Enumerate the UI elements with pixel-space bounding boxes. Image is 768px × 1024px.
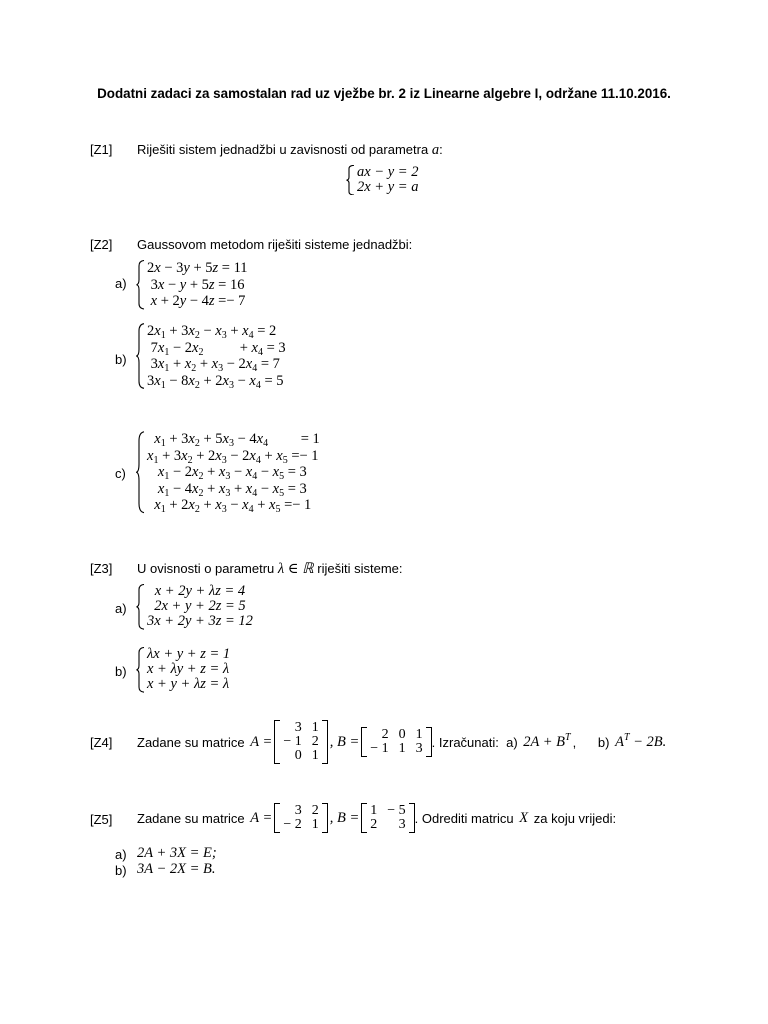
- system-z3b: [136, 647, 230, 693]
- system-z2b-row: $3x_1 - 8x_2 + 2x_3 - x_4 = 5$: [147, 372, 284, 391]
- task-z4-b-end: − 2B.: [633, 733, 667, 750]
- system-z3a: [136, 584, 253, 630]
- system-z2a-row: 2x − 3y + 5z = 11: [147, 260, 248, 276]
- task-z5-instruction: Zadane su matrice: [137, 810, 245, 826]
- matrix-cell: 2: [311, 734, 319, 749]
- task-tag-z2: [Z2]: [90, 237, 113, 252]
- subtask-label-z3b: b): [115, 664, 127, 679]
- brace-icon: [136, 584, 145, 630]
- system-z2b-row: $3x_1 + x_2 + x_3 - 2x_4 = 7$: [147, 356, 280, 374]
- matrix-cell: 3: [294, 720, 302, 735]
- subtask-expr-z5a: 2A + 3X = E;: [137, 845, 217, 861]
- matrix-cell: 2: [381, 727, 389, 742]
- system-z2b-row: $2x_1 + 3x_2 - x_3 + x_4 = 2$: [147, 323, 277, 341]
- system-z1-row: ax − y = 2: [357, 164, 419, 180]
- task-text-z1: [137, 142, 443, 159]
- task-z4-b-sup: T: [623, 731, 630, 743]
- task-z5-tail: . Odrediti matricu: [414, 810, 514, 826]
- matrix-cell: 2: [370, 817, 378, 832]
- task-z5-b-eq: , B =: [329, 809, 360, 826]
- matrix-cell: 1: [415, 727, 423, 742]
- subtask-label-z5b: b): [115, 863, 127, 878]
- matrix-cell: 3: [415, 741, 423, 756]
- task-z5-tail-end: za koju vrijedi:: [533, 810, 617, 826]
- system-z3b-row: x + λy + z = λ: [147, 661, 230, 678]
- system-z2a: [136, 260, 248, 310]
- matrix-cell: 1: [370, 803, 378, 818]
- task-tag-z3: [Z3]: [90, 561, 113, 576]
- matrix-z5-b: [361, 803, 414, 833]
- task-z5-a-eq: A =: [250, 809, 273, 826]
- task-z1-instruction: Riješiti sistem jednadžbi u zavisnosti od parametra: [137, 142, 429, 157]
- system-z2c-row: $x_1 - 2x_2 + x_3 - x_4 - x_5 = 3$: [157, 464, 307, 482]
- subtask-label-z2a: a): [115, 276, 127, 291]
- task-tag-z1: [Z1]: [90, 142, 113, 157]
- brace-icon: [136, 431, 145, 514]
- matrix-cell: 1: [398, 741, 406, 756]
- subtask-label-z4a: a): [506, 734, 518, 750]
- matrix-z4-b: [361, 727, 431, 757]
- matrix-z5-a: [274, 803, 327, 833]
- task-z1-param: a: [431, 142, 440, 158]
- matrix-cell: 1: [311, 748, 319, 763]
- system-z2c-row: $x_1 - 4x_2 + x_3 + x_4 - x_5 = 3$: [157, 480, 307, 499]
- system-z3a-row: 2x + y + 2z = 5: [154, 598, 246, 615]
- task-z4-a-expr: [523, 731, 571, 751]
- matrix-cell: − 1: [283, 734, 302, 749]
- brace-icon: [136, 647, 145, 693]
- brace-icon: [136, 323, 145, 389]
- task-z4-b-expr-base: A: [615, 733, 624, 750]
- system-z2c-row: $x_1 + 3x_2 + 5x_3 - 4x_4$ = 1: [154, 431, 320, 449]
- brace-icon: [136, 260, 145, 310]
- task-text-z2: Gaussovom metodom riješiti sisteme jednadžbi:: [137, 237, 413, 252]
- task-text-z3: [137, 561, 403, 578]
- task-text-z4: [137, 718, 668, 766]
- task-z4-a-eq: A =: [250, 733, 273, 750]
- task-z5-x: X: [519, 809, 529, 826]
- system-z2b-row: $7x_1 - 2x_2$ + $x_4 = 3$: [147, 339, 286, 358]
- matrix-cell: 3: [294, 803, 302, 818]
- task-z1-colon: :: [439, 142, 443, 157]
- task-z4-instruction: Zadane su matrice: [137, 734, 245, 750]
- page-title: Dodatni zadaci za samostalan rad uz vježbe br. 2 iz Linearne algebre I, održane 11.10.2016.: [97, 86, 671, 101]
- system-z2b: [136, 323, 286, 389]
- matrix-cell: 2: [311, 803, 319, 818]
- system-z2c-row: $x_1 + 3x_2 + 2x_3 - 2x_4 + x_5 =- 1$: [147, 447, 319, 466]
- task-tag-z5: [Z5]: [90, 812, 113, 827]
- task-z4-b-eq: , B =: [329, 733, 360, 750]
- bracket-right-icon: [322, 720, 328, 764]
- system-z1: [346, 165, 418, 195]
- task-z3-instruction-tail: riješiti sisteme:: [317, 561, 403, 576]
- subtask-label-z2c: c): [115, 466, 126, 481]
- bracket-right-icon: [322, 803, 328, 833]
- system-z2c-row: $x_1 + 2x_2 + x_3 - x_4 + x_5 =- 1$: [154, 497, 312, 515]
- task-z4-b-expr: [615, 731, 667, 751]
- subtask-label-z2b: b): [115, 352, 127, 367]
- subtask-expr-z5b: 3A − 2X = B.: [137, 861, 216, 877]
- system-z2a-row: 3x − y + 5z = 16: [147, 276, 245, 293]
- task-z3-instruction: U ovisnosti o parametru: [137, 561, 275, 576]
- system-z2c: [136, 431, 320, 514]
- system-z3a-row: x + 2y + λz = 4: [154, 583, 246, 599]
- subtask-label-z3a: a): [115, 601, 127, 616]
- matrix-cell: 0: [398, 727, 406, 742]
- system-z2a-row: x + 2y − 4z =− 7: [150, 293, 246, 309]
- matrix-cell: 3: [398, 817, 406, 832]
- matrix-cell: 1: [311, 817, 319, 832]
- system-z3a-row: 3x + 2y + 3z = 12: [147, 613, 253, 630]
- system-z1-row: 2x + y = a: [357, 179, 419, 196]
- matrix-z4-a: [274, 720, 327, 764]
- subtask-label-z4b: b): [597, 734, 610, 750]
- matrix-cell: − 1: [370, 741, 389, 756]
- matrix-cell: 0: [294, 748, 302, 763]
- system-z3b-row: x + y + λz = λ: [147, 676, 230, 693]
- subtask-label-z5a: a): [115, 847, 127, 862]
- task-z4-a-end: ,: [572, 734, 577, 750]
- matrix-cell: 1: [311, 720, 319, 735]
- system-z3b-row: λx + y + z = 1: [147, 646, 231, 662]
- task-z4-a-sup: T: [565, 731, 571, 743]
- matrix-cell: − 5: [387, 803, 406, 818]
- task-z4-a-expr-base: 2A + B: [523, 733, 566, 750]
- task-z3-param: λ ∈ ℝ: [277, 561, 314, 577]
- matrix-cell: − 2: [283, 817, 302, 832]
- brace-icon: [346, 165, 355, 195]
- task-tag-z4: [Z4]: [90, 735, 113, 750]
- task-text-z5: [137, 801, 616, 835]
- task-z4-compute: . Izračunati:: [431, 734, 499, 750]
